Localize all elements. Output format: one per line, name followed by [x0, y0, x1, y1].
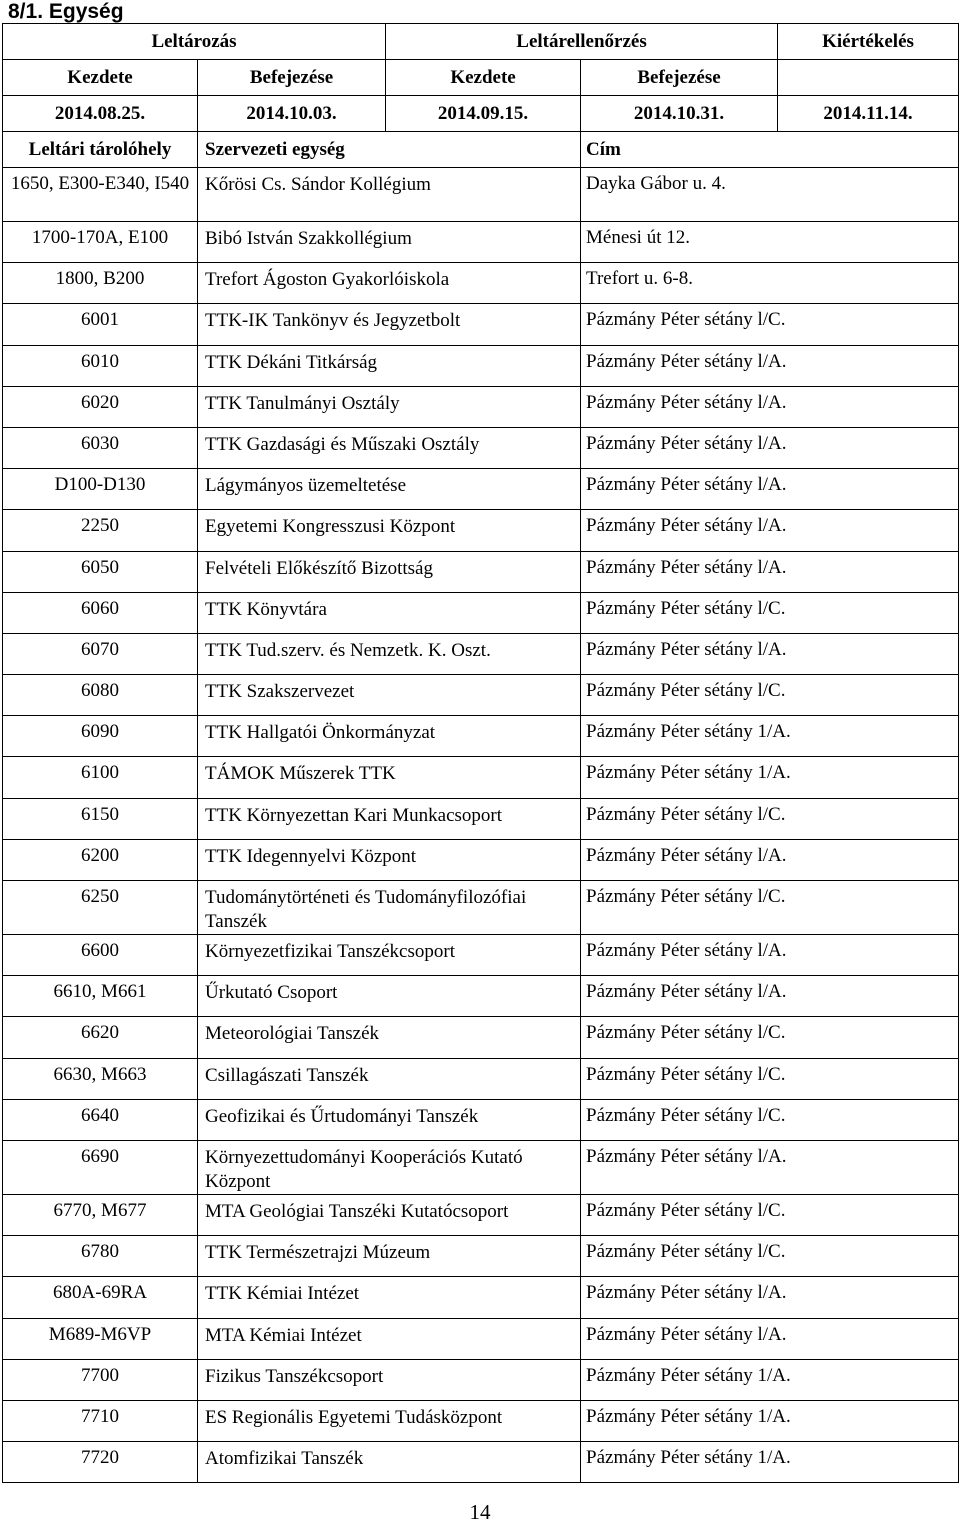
storage-code: 680A-69RA: [3, 1277, 198, 1318]
header-befejezese: Befejezése: [581, 60, 778, 96]
storage-code: 6070: [3, 633, 198, 674]
table-row: [3, 345, 959, 386]
address: Trefort u. 6-8.: [581, 263, 959, 304]
table-row: [3, 592, 959, 633]
storage-code: 6630, M663: [3, 1058, 198, 1099]
table-row: [3, 222, 959, 263]
storage-code: 6610, M661: [3, 976, 198, 1017]
table-row: [3, 675, 959, 716]
table-row: [3, 469, 959, 510]
org-unit: TTK Idegennyelvi Központ: [198, 839, 581, 880]
date-cell: 2014.08.25.: [3, 96, 198, 132]
org-unit: Csillagászati Tanszék: [198, 1058, 581, 1099]
address: Pázmány Péter sétány 1/A.: [581, 757, 959, 798]
storage-code: 7720: [3, 1442, 198, 1483]
address: Pázmány Péter sétány l/C.: [581, 1058, 959, 1099]
address: Pázmány Péter sétány 1/A.: [581, 716, 959, 757]
header-befejezese: Befejezése: [198, 60, 386, 96]
storage-code: 6020: [3, 386, 198, 427]
org-unit: Bibó István Szakkollégium: [198, 222, 581, 263]
header-row-dates: [3, 96, 959, 132]
table-row: [3, 263, 959, 304]
address: Pázmány Péter sétány l/C.: [581, 1194, 959, 1235]
address: Pázmány Péter sétány l/A.: [581, 510, 959, 551]
table-row: [3, 1400, 959, 1441]
address: Pázmány Péter sétány l/C.: [581, 1017, 959, 1058]
storage-code: 2250: [3, 510, 198, 551]
address: Pázmány Péter sétány 1/A.: [581, 1400, 959, 1441]
org-unit: MTA Kémiai Intézet: [198, 1318, 581, 1359]
storage-code: 1800, B200: [3, 263, 198, 304]
org-unit: TTK Környezettan Kari Munkacsoport: [198, 798, 581, 839]
header-kezdete: Kezdete: [386, 60, 581, 96]
org-unit: Fizikus Tanszékcsoport: [198, 1359, 581, 1400]
storage-code: 6620: [3, 1017, 198, 1058]
header-kezdete: Kezdete: [3, 60, 198, 96]
date-cell: 2014.09.15.: [386, 96, 581, 132]
storage-code: 6001: [3, 304, 198, 345]
date-cell: 2014.10.03.: [198, 96, 386, 132]
storage-code: 6250: [3, 881, 198, 935]
storage-code: D100-D130: [3, 469, 198, 510]
address: Pázmány Péter sétány l/A.: [581, 345, 959, 386]
table-row: [3, 1277, 959, 1318]
table-row: [3, 1140, 959, 1194]
org-unit: TTK Hallgatói Önkormányzat: [198, 716, 581, 757]
address: Pázmány Péter sétány l/C.: [581, 1099, 959, 1140]
table-row: [3, 551, 959, 592]
storage-code: 7700: [3, 1359, 198, 1400]
org-unit: TTK Szakszervezet: [198, 675, 581, 716]
address: Pázmány Péter sétány l/A.: [581, 427, 959, 468]
org-unit: Tudománytörténeti és Tudományfilozófiai Tanszék: [198, 881, 581, 935]
address: Pázmány Péter sétány l/C.: [581, 798, 959, 839]
table-row: [3, 976, 959, 1017]
header-szervezeti-egyseg: Szervezeti egység: [198, 132, 581, 168]
address: Pázmány Péter sétány 1/A.: [581, 1359, 959, 1400]
table-row: [3, 1236, 959, 1277]
storage-code: 6030: [3, 427, 198, 468]
table-row: [3, 386, 959, 427]
table-row: [3, 935, 959, 976]
header-kiertekeles: Kiértékelés: [778, 24, 959, 60]
org-unit: TTK Tud.szerv. és Nemzetk. K. Oszt.: [198, 633, 581, 674]
storage-code: 6780: [3, 1236, 198, 1277]
address: Pázmány Péter sétány l/C.: [581, 881, 959, 935]
storage-code: M689-M6VP: [3, 1318, 198, 1359]
org-unit: Meteorológiai Tanszék: [198, 1017, 581, 1058]
storage-code: 6090: [3, 716, 198, 757]
header-tarolohely: Leltári tárolóhely: [3, 132, 198, 168]
org-unit: Környezetfizikai Tanszékcsoport: [198, 935, 581, 976]
table-row: [3, 757, 959, 798]
header-row-labels: [3, 60, 959, 96]
table-row: [3, 839, 959, 880]
storage-code: 6050: [3, 551, 198, 592]
address: Pázmány Péter sétány l/A.: [581, 551, 959, 592]
org-unit: Kőrösi Cs. Sándor Kollégium: [198, 168, 581, 222]
storage-code: 6690: [3, 1140, 198, 1194]
storage-code: 6640: [3, 1099, 198, 1140]
table-row: [3, 304, 959, 345]
header-leltarellenorzes: Leltárellenőrzés: [386, 24, 778, 60]
org-unit: TTK Könyvtára: [198, 592, 581, 633]
header-empty: [778, 60, 959, 96]
org-unit: TTK Tanulmányi Osztály: [198, 386, 581, 427]
storage-code: 6080: [3, 675, 198, 716]
address: Ménesi út 12.: [581, 222, 959, 263]
table-row: [3, 798, 959, 839]
org-unit: Egyetemi Kongresszusi Központ: [198, 510, 581, 551]
address: Pázmány Péter sétány l/A.: [581, 1318, 959, 1359]
table-row: [3, 881, 959, 935]
date-cell: 2014.10.31.: [581, 96, 778, 132]
org-unit: TTK Természetrajzi Múzeum: [198, 1236, 581, 1277]
org-unit: TTK Dékáni Titkárság: [198, 345, 581, 386]
org-unit: TTK Gazdasági és Műszaki Osztály: [198, 427, 581, 468]
org-unit: Geofizikai és Űrtudományi Tanszék: [198, 1099, 581, 1140]
address: Pázmány Péter sétány l/C.: [581, 1236, 959, 1277]
section-heading: 8/1. Egység: [8, 0, 124, 23]
address: Pázmány Péter sétány l/A.: [581, 469, 959, 510]
org-unit: Trefort Ágoston Gyakorlóiskola: [198, 263, 581, 304]
address: Pázmány Péter sétány l/A.: [581, 633, 959, 674]
address: Pázmány Péter sétány 1/A.: [581, 1442, 959, 1483]
table-row: [3, 1099, 959, 1140]
table-row: [3, 1194, 959, 1235]
table-row: [3, 427, 959, 468]
header-row-columns: [3, 132, 959, 168]
storage-code: 7710: [3, 1400, 198, 1441]
header-leltarozas: Leltározás: [3, 24, 386, 60]
page-number: 14: [469, 1500, 491, 1524]
inventory-table: [2, 23, 959, 1483]
storage-code: 6060: [3, 592, 198, 633]
address: Pázmány Péter sétány l/A.: [581, 935, 959, 976]
address: Pázmány Péter sétány l/A.: [581, 976, 959, 1017]
address: Pázmány Péter sétány l/A.: [581, 386, 959, 427]
storage-code: 6600: [3, 935, 198, 976]
storage-code: 6100: [3, 757, 198, 798]
storage-code: 1700-170A, E100: [3, 222, 198, 263]
table-row: [3, 1359, 959, 1400]
storage-code: 1650, E300-E340, I540: [3, 168, 198, 222]
address: Pázmány Péter sétány l/C.: [581, 592, 959, 633]
table-row: [3, 510, 959, 551]
address: Pázmány Péter sétány l/C.: [581, 304, 959, 345]
address: Pázmány Péter sétány l/C.: [581, 675, 959, 716]
org-unit: Atomfizikai Tanszék: [198, 1442, 581, 1483]
table-row: [3, 716, 959, 757]
header-cim: Cím: [581, 132, 959, 168]
header-row-phases: [3, 24, 959, 60]
table-row: [3, 1017, 959, 1058]
org-unit: TÁMOK Műszerek TTK: [198, 757, 581, 798]
org-unit: Felvételi Előkészítő Bizottság: [198, 551, 581, 592]
table-row: [3, 1442, 959, 1483]
org-unit: TTK-IK Tankönyv és Jegyzetbolt: [198, 304, 581, 345]
address: Pázmány Péter sétány l/A.: [581, 839, 959, 880]
address: Pázmány Péter sétány l/A.: [581, 1277, 959, 1318]
address: Dayka Gábor u. 4.: [581, 168, 959, 222]
org-unit: Űrkutató Csoport: [198, 976, 581, 1017]
org-unit: Környezettudományi Kooperációs Kutató Központ: [198, 1140, 581, 1194]
table-row: [3, 633, 959, 674]
storage-code: 6010: [3, 345, 198, 386]
table-row: [3, 1058, 959, 1099]
org-unit: ES Regionális Egyetemi Tudásközpont: [198, 1400, 581, 1441]
table-row: [3, 1318, 959, 1359]
org-unit: TTK Kémiai Intézet: [198, 1277, 581, 1318]
org-unit: Lágymányos üzemeltetése: [198, 469, 581, 510]
storage-code: 6150: [3, 798, 198, 839]
table-row: [3, 168, 959, 222]
org-unit: MTA Geológiai Tanszéki Kutatócsoport: [198, 1194, 581, 1235]
date-cell: 2014.11.14.: [778, 96, 959, 132]
storage-code: 6200: [3, 839, 198, 880]
address: Pázmány Péter sétány l/A.: [581, 1140, 959, 1194]
storage-code: 6770, M677: [3, 1194, 198, 1235]
